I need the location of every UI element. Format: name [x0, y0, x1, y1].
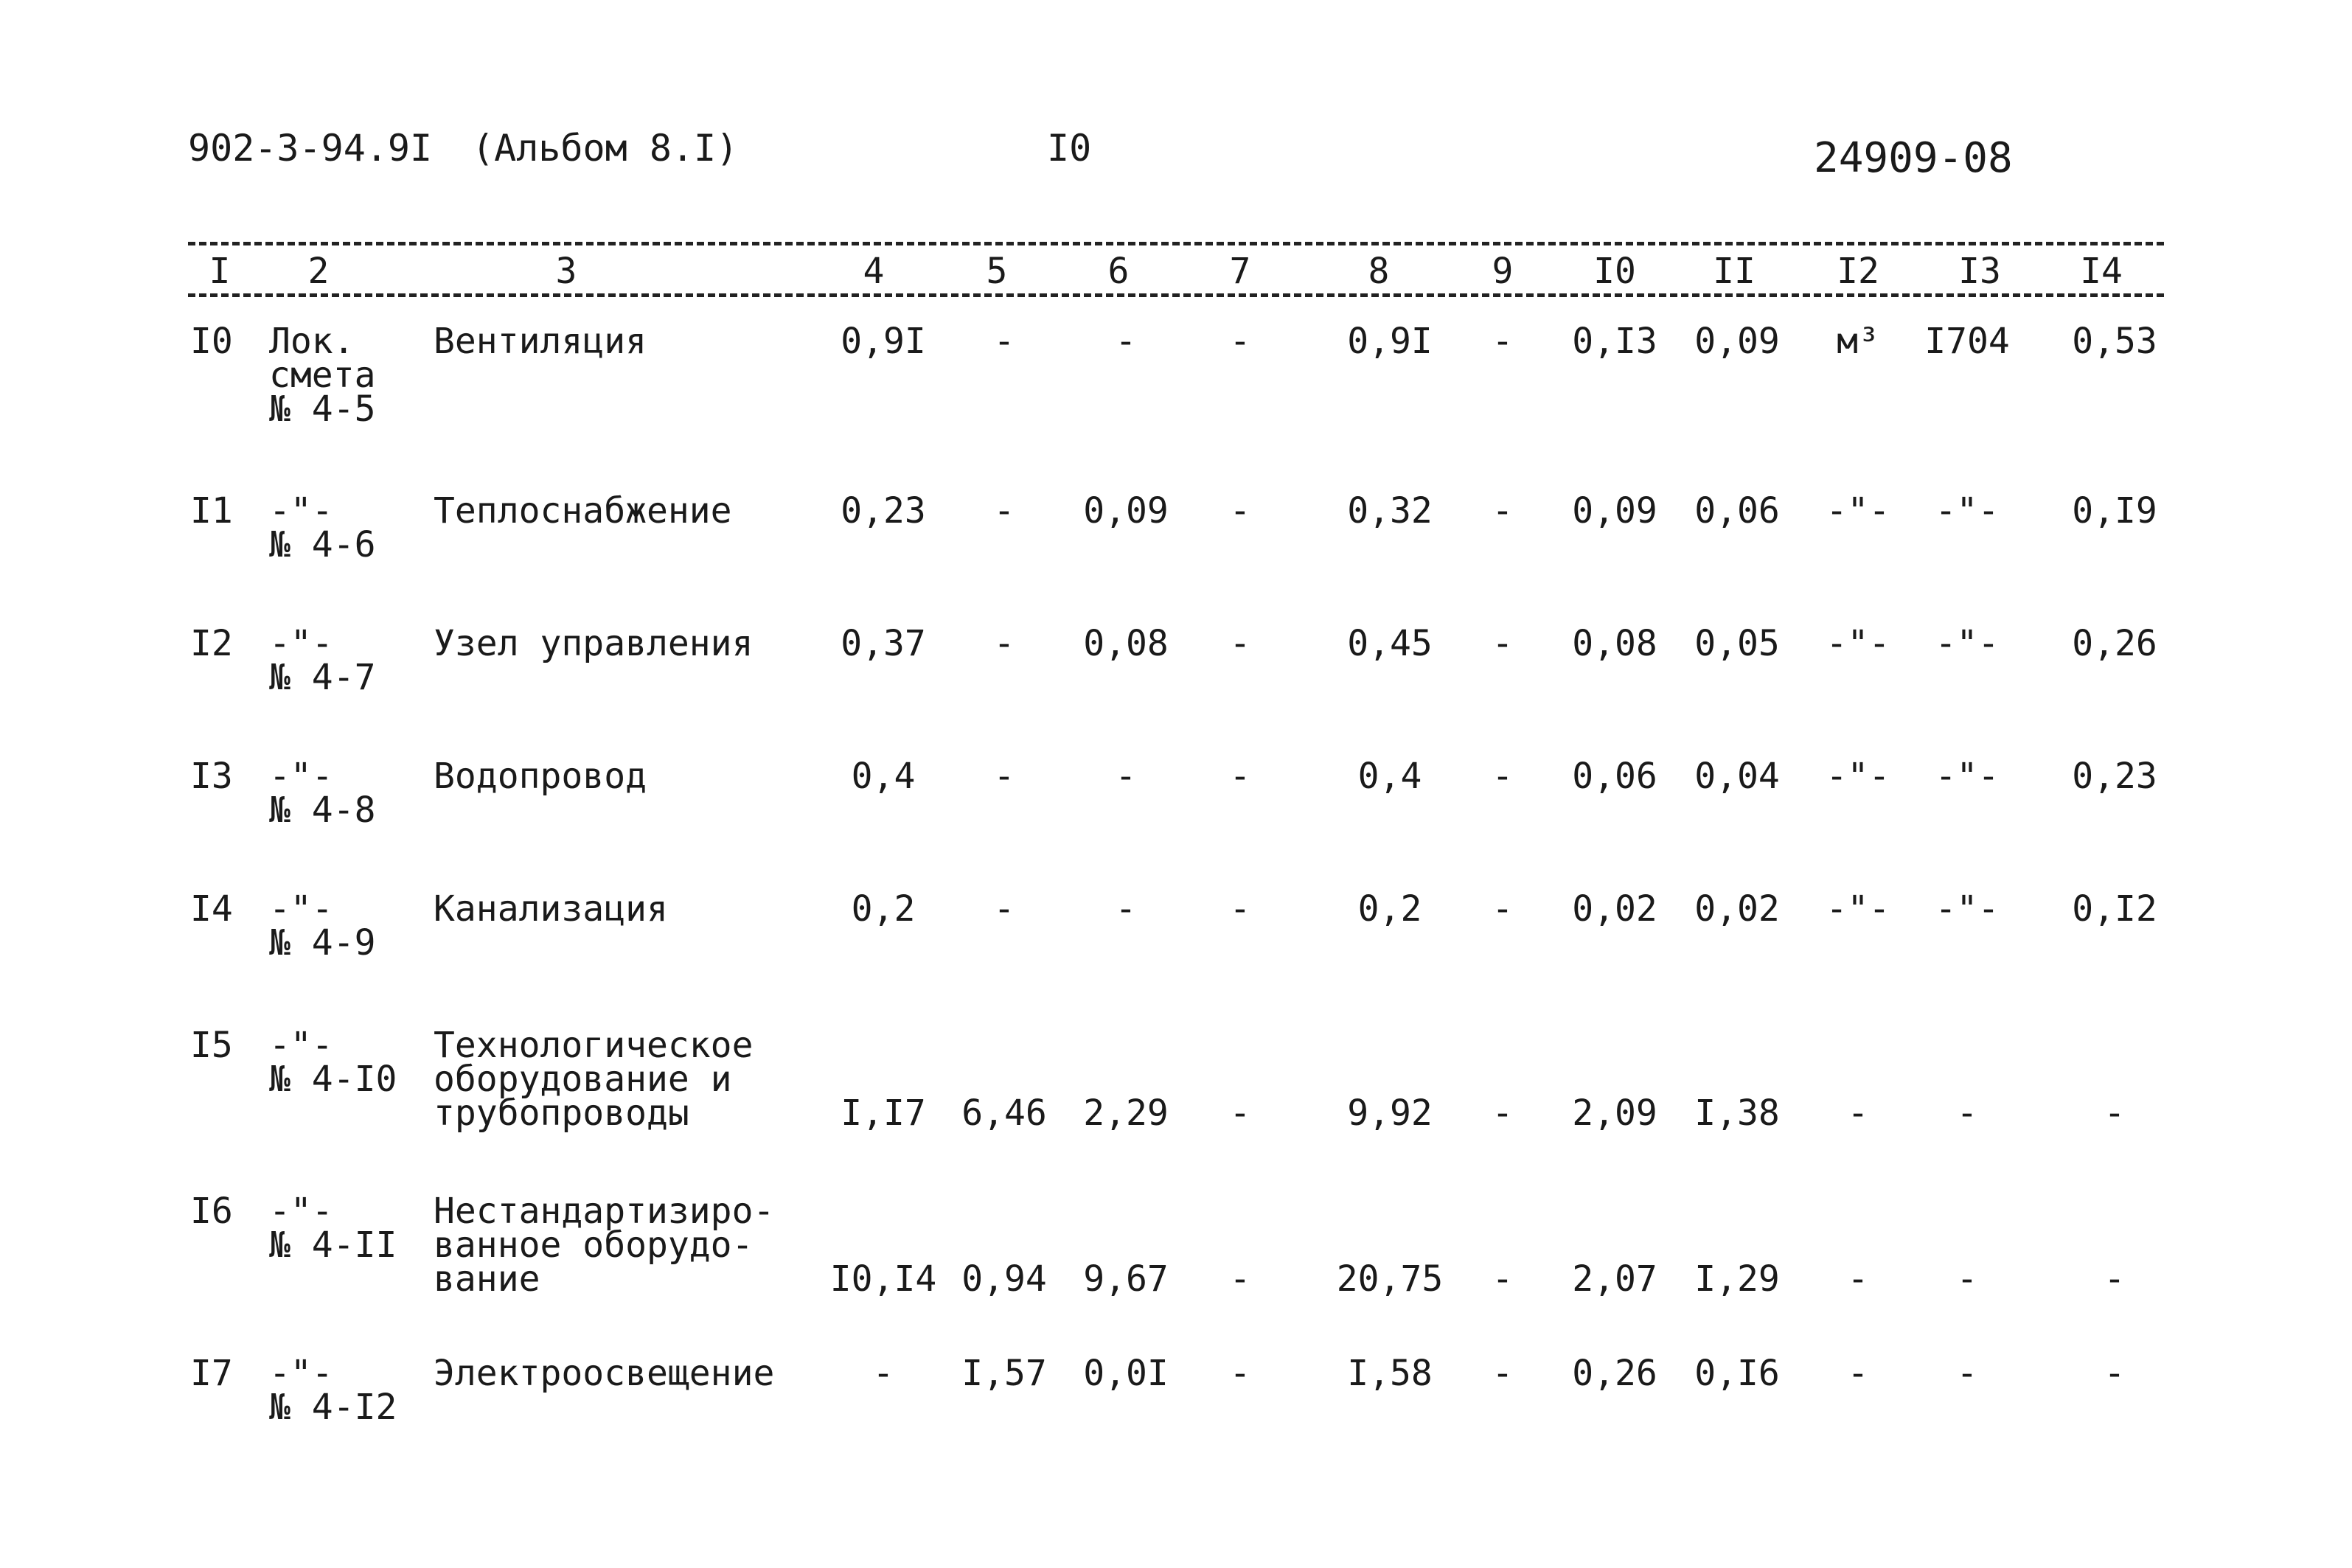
- value-cell: I,38: [1694, 1093, 1780, 1134]
- value-cell: 0,02: [1572, 888, 1657, 930]
- value-cell: I,58: [1347, 1353, 1433, 1394]
- row-number: I4: [190, 888, 233, 930]
- value-cell: 0,06: [1572, 756, 1657, 797]
- value-cell: 0,0I: [1083, 1353, 1169, 1394]
- value-cell: -: [1956, 1093, 1978, 1134]
- value-cell: -: [1229, 490, 1251, 532]
- value-cell: -: [1847, 1353, 1869, 1394]
- value-cell: 0,2: [851, 888, 916, 930]
- value-cell: -: [2104, 1093, 2126, 1134]
- estimate-reference-line: Лок.: [269, 321, 355, 362]
- work-name: [434, 623, 754, 664]
- value-cell: 0,53: [2072, 321, 2157, 362]
- value-cell: -: [993, 321, 1015, 362]
- value-cell: 0,06: [1694, 490, 1780, 532]
- row-number: I6: [190, 1191, 233, 1232]
- estimate-reference: [269, 756, 376, 831]
- row-number: I5: [190, 1025, 233, 1066]
- value-cell: -: [1492, 1093, 1514, 1134]
- value-cell: -: [1956, 1258, 1978, 1300]
- value-cell: 0,37: [841, 623, 926, 664]
- table-header-rule: [188, 293, 2164, 297]
- value-cell: 0,I2: [2072, 888, 2157, 930]
- estimate-reference-line: № 4-I2: [269, 1387, 397, 1428]
- document-code: 902-3-94.9I: [188, 127, 433, 170]
- value-cell: -: [1492, 1258, 1514, 1300]
- value-cell: 0,9I: [1347, 321, 1433, 362]
- estimate-reference: [269, 1025, 397, 1100]
- estimate-reference-line: -"-: [269, 623, 333, 664]
- value-cell: -"-: [1935, 888, 2000, 930]
- table-top-rule: [188, 242, 2164, 245]
- value-cell: -"-: [1935, 623, 2000, 664]
- value-cell: 0,26: [2072, 623, 2157, 664]
- value-cell: 2,09: [1572, 1093, 1657, 1134]
- value-cell: 0,02: [1694, 888, 1780, 930]
- work-name-line: Канализация: [434, 888, 668, 930]
- value-cell: -: [993, 756, 1015, 797]
- estimate-reference: [269, 1191, 397, 1266]
- value-cell: 0,4: [1357, 756, 1422, 797]
- value-cell: -"-: [1826, 623, 1890, 664]
- estimate-reference: [269, 888, 376, 964]
- value-cell: 0,09: [1694, 321, 1780, 362]
- estimate-reference-line: смета: [269, 355, 376, 396]
- value-cell: -: [1492, 623, 1514, 664]
- work-name: [434, 756, 647, 797]
- work-name-line: Узел управления: [434, 623, 754, 664]
- value-cell: -"-: [1826, 888, 1890, 930]
- value-cell: 0,I6: [1694, 1353, 1780, 1394]
- estimate-reference-line: -"-: [269, 1191, 333, 1232]
- value-cell: I,I7: [841, 1093, 926, 1134]
- document-number: 24909-08: [1814, 134, 2013, 182]
- value-cell: 0,94: [961, 1258, 1047, 1300]
- value-cell: -: [1229, 1258, 1251, 1300]
- column-number: 3: [555, 251, 577, 292]
- work-name-line: вание: [434, 1258, 540, 1300]
- value-cell: 0,05: [1694, 623, 1780, 664]
- row-number: I3: [190, 756, 233, 797]
- value-cell: 0,09: [1083, 490, 1169, 532]
- work-name: [434, 321, 647, 362]
- column-number: 4: [863, 251, 885, 292]
- estimate-reference-line: -"-: [269, 888, 333, 930]
- value-cell: 0,I9: [2072, 490, 2157, 532]
- value-cell: -: [1956, 1353, 1978, 1394]
- value-cell: 6,46: [961, 1093, 1047, 1134]
- column-number: 5: [986, 251, 1008, 292]
- work-name-line: Технологическое: [434, 1025, 754, 1066]
- value-cell: I704: [1924, 321, 2010, 362]
- column-number: I4: [2080, 251, 2123, 292]
- value-cell: 0,4: [851, 756, 916, 797]
- value-cell: 0,I3: [1572, 321, 1657, 362]
- work-name: [434, 888, 668, 930]
- row-number: I2: [190, 623, 233, 664]
- estimate-reference: [269, 623, 376, 698]
- value-cell: -: [993, 888, 1015, 930]
- value-cell: -: [1229, 1093, 1251, 1134]
- column-number: 7: [1229, 251, 1251, 292]
- work-name-line: оборудование и: [434, 1059, 732, 1100]
- work-name: [434, 1025, 754, 1134]
- value-cell: -: [1115, 321, 1137, 362]
- value-cell: -"-: [1935, 756, 2000, 797]
- value-cell: -"-: [1935, 490, 2000, 532]
- value-cell: -: [1492, 756, 1514, 797]
- column-number: 2: [307, 251, 330, 292]
- value-cell: -: [993, 490, 1015, 532]
- value-cell: -: [1229, 1353, 1251, 1394]
- estimate-reference-line: № 4-7: [269, 657, 376, 698]
- estimate-reference-line: № 4-6: [269, 524, 376, 565]
- estimate-reference-line: -"-: [269, 1025, 333, 1066]
- estimate-reference-line: -"-: [269, 490, 333, 532]
- estimate-reference-line: № 4-5: [269, 388, 376, 430]
- value-cell: -: [1492, 321, 1514, 362]
- value-cell: -: [872, 1353, 894, 1394]
- value-cell: 9,67: [1083, 1258, 1169, 1300]
- value-cell: 0,23: [841, 490, 926, 532]
- column-number: 9: [1492, 251, 1514, 292]
- value-cell: -: [1492, 490, 1514, 532]
- value-cell: 20,75: [1336, 1258, 1444, 1300]
- estimate-reference-line: -"-: [269, 756, 333, 797]
- work-name-line: Вентиляция: [434, 321, 647, 362]
- estimate-reference-line: № 4-9: [269, 922, 376, 964]
- value-cell: -: [1229, 623, 1251, 664]
- value-cell: -: [1115, 756, 1137, 797]
- row-number: I7: [190, 1353, 233, 1394]
- work-name: [434, 490, 732, 532]
- value-cell: 0,26: [1572, 1353, 1657, 1394]
- value-cell: I,57: [961, 1353, 1047, 1394]
- value-cell: -: [993, 623, 1015, 664]
- value-cell: 0,2: [1357, 888, 1422, 930]
- row-number: I0: [190, 321, 233, 362]
- value-cell: -: [1229, 321, 1251, 362]
- value-cell: 2,29: [1083, 1093, 1169, 1134]
- estimate-reference: [269, 1353, 397, 1428]
- work-name-line: Теплоснабжение: [434, 490, 732, 532]
- work-name-line: ванное оборудо-: [434, 1224, 754, 1266]
- column-number: I: [209, 251, 231, 292]
- value-cell: -: [1492, 1353, 1514, 1394]
- work-name-line: трубопроводы: [434, 1093, 689, 1134]
- column-number: I0: [1593, 251, 1636, 292]
- value-cell: I,29: [1694, 1258, 1780, 1300]
- estimate-reference-line: № 4-8: [269, 790, 376, 831]
- column-number: 8: [1368, 251, 1390, 292]
- value-cell: -"-: [1826, 756, 1890, 797]
- column-number: II: [1713, 251, 1756, 292]
- work-name: [434, 1191, 775, 1300]
- work-name-line: Нестандартизиро-: [434, 1191, 775, 1232]
- work-name-line: Электроосвещение: [434, 1353, 775, 1394]
- value-cell: 0,23: [2072, 756, 2157, 797]
- value-cell: 0,32: [1347, 490, 1433, 532]
- album-label: (Альбом 8.I): [472, 127, 739, 170]
- column-number: I3: [1958, 251, 2001, 292]
- value-cell: 0,45: [1347, 623, 1433, 664]
- value-cell: 0,04: [1694, 756, 1780, 797]
- value-cell: 0,09: [1572, 490, 1657, 532]
- column-number: 6: [1107, 251, 1130, 292]
- value-cell: -: [1847, 1258, 1869, 1300]
- value-cell: -: [1115, 888, 1137, 930]
- row-number: I1: [190, 490, 233, 532]
- value-cell: -"-: [1826, 490, 1890, 532]
- estimate-reference-line: № 4-II: [269, 1224, 397, 1266]
- value-cell: -: [1847, 1093, 1869, 1134]
- estimate-reference: [269, 321, 376, 430]
- value-cell: м³: [1837, 321, 1879, 362]
- estimate-reference-line: № 4-I0: [269, 1059, 397, 1100]
- work-name-line: Водопровод: [434, 756, 647, 797]
- value-cell: 2,07: [1572, 1258, 1657, 1300]
- value-cell: 0,08: [1572, 623, 1657, 664]
- value-cell: -: [1229, 756, 1251, 797]
- value-cell: -: [1492, 888, 1514, 930]
- value-cell: 9,92: [1347, 1093, 1433, 1134]
- value-cell: I0,I4: [829, 1258, 937, 1300]
- value-cell: -: [2104, 1353, 2126, 1394]
- value-cell: -: [2104, 1258, 2126, 1300]
- column-number: I2: [1837, 251, 1879, 292]
- page-number: I0: [1047, 127, 1092, 170]
- value-cell: 0,9I: [841, 321, 926, 362]
- value-cell: 0,08: [1083, 623, 1169, 664]
- estimate-reference: [269, 490, 376, 565]
- value-cell: -: [1229, 888, 1251, 930]
- work-name: [434, 1353, 775, 1394]
- estimate-reference-line: -"-: [269, 1353, 333, 1394]
